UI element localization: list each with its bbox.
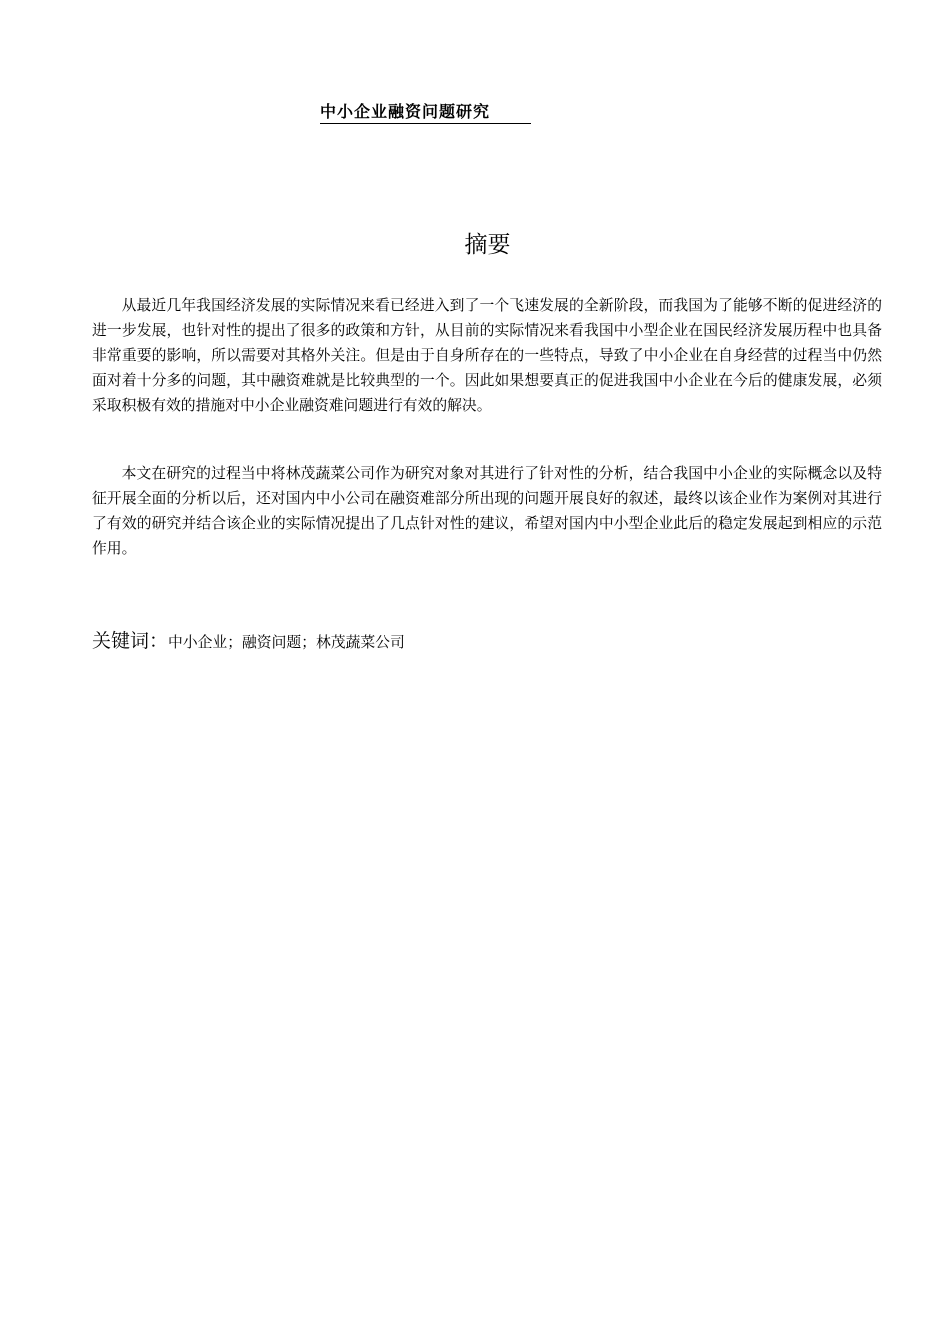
keywords-label: 关键词： [92, 630, 169, 652]
keywords-line [92, 628, 405, 656]
document-header-title: 中小企业融资问题研究 [320, 101, 531, 124]
keywords-value: 中小企业；融资问题；林茂蔬菜公司 [168, 634, 405, 651]
abstract-paragraph-2: 本文在研究的过程当中将林茂蔬菜公司作为研究对象对其进行了针对性的分析，结合我国中小企业的实际概念以及特征开展全面的分析以后，还对国内中小公司在融资难部分所出现的问题开展良好的叙述，最终以该企业作为案例对其进行了有效的研究并结合该企业的实际情况提出了几点针对性的建议，希望对国内中小型企业此后的稳定发展起到相应的示范作用。 [92, 465, 882, 557]
abstract-heading: 摘要 [464, 232, 511, 258]
abstract-paragraph-1: 从最近几年我国经济发展的实际情况来看已经进入到了一个飞速发展的全新阶段，而我国为了能够不断的促进经济的进一步发展，也针对性的提出了很多的政策和方针，从目前的实际情况来看我国中小型企业在国民经济发展历程中也具备非常重要的影响，所以需要对其格外关注。但是由于自身所存在的一些特点，导致了中小企业在自身经营的过程当中仍然面对着十分多的问题，其中融资难就是比较典型的一个。因此如果想要真正的促进我国中小企业在今后的健康发展，必须采取积极有效的措施对中小企业融资难问题进行有效的解决。 [92, 297, 882, 414]
